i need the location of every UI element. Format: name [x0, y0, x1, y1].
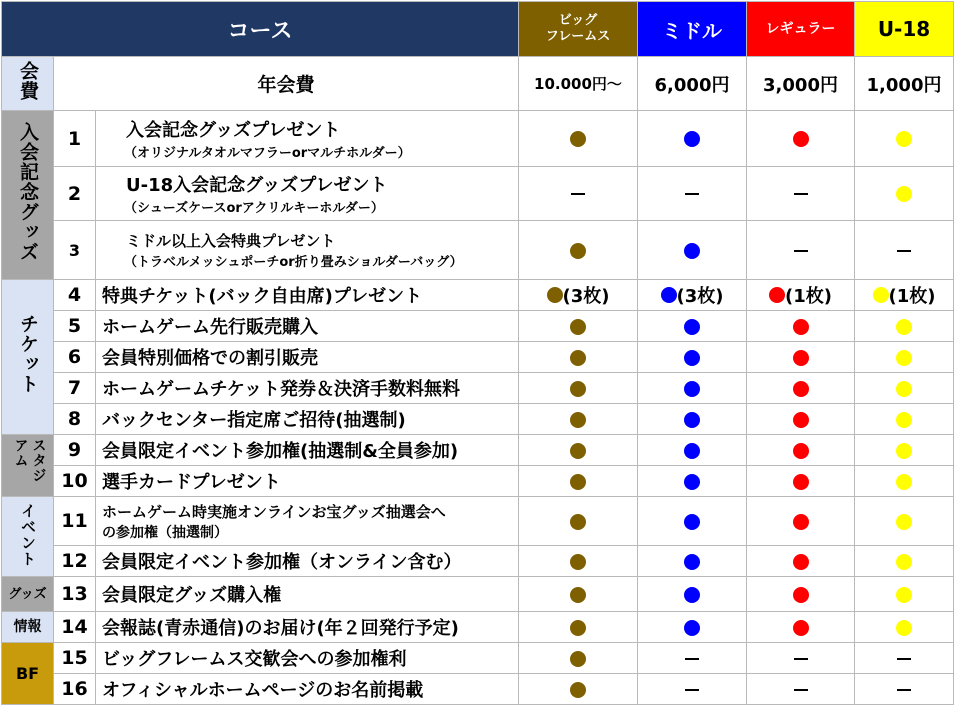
circle-icon: [684, 554, 700, 570]
circle-icon: [896, 381, 912, 397]
benefit-cell: [519, 546, 638, 577]
benefit-number: 12: [54, 546, 96, 577]
table-row: [2, 342, 954, 373]
circle-icon: [896, 443, 912, 459]
plan-header-middle: ミドル: [638, 2, 747, 57]
dash-icon: [685, 689, 699, 691]
benefit-cell: [638, 280, 747, 311]
benefit-label: [96, 373, 519, 404]
category-info: 情報: [2, 612, 54, 643]
benefit-cell: [638, 311, 747, 342]
circle-icon: [896, 131, 912, 147]
benefit-cell: [638, 643, 747, 674]
circle-icon: [793, 514, 809, 530]
circle-icon: [661, 287, 677, 303]
benefit-number: 16: [54, 674, 96, 705]
benefit-number: 8: [54, 404, 96, 435]
benefit-cell: [638, 221, 747, 280]
circle-icon: [793, 350, 809, 366]
table-row: [2, 674, 954, 705]
benefit-number: 9: [54, 435, 96, 466]
benefit-cell: [855, 435, 954, 466]
benefit-cell: [747, 577, 855, 612]
dash-icon: [897, 689, 911, 691]
circle-icon: [793, 443, 809, 459]
plan-header-regular: レギュラー: [747, 2, 855, 57]
benefit-label: [96, 466, 519, 497]
circle-icon: [684, 319, 700, 335]
benefit-number: 15: [54, 643, 96, 674]
benefit-cell: [855, 612, 954, 643]
benefit-number: 4: [54, 280, 96, 311]
fee-value: 3,000円: [747, 57, 855, 111]
benefit-label-main: ホームゲーム先行販売購入: [102, 317, 318, 338]
benefit-label-main: 選手カードプレゼント: [102, 472, 281, 493]
benefit-number: 13: [54, 577, 96, 612]
benefit-cell: [855, 342, 954, 373]
fee-row: [2, 57, 954, 111]
benefit-label: [96, 577, 519, 612]
circle-icon: [793, 319, 809, 335]
benefit-label-main: ホームゲーム時実施オンラインお宝グッズ抽選会へ: [102, 502, 446, 521]
benefit-cell: [638, 674, 747, 705]
benefit-label-main: 会員特別価格での割引販売: [102, 348, 318, 369]
table-row: [2, 546, 954, 577]
ticket-count: (3枚): [562, 286, 610, 307]
benefit-label-main: ビッグフレームス交歓会への参加権利: [102, 649, 407, 670]
benefit-cell: [747, 311, 855, 342]
table-row: [2, 435, 954, 466]
benefit-cell: [519, 221, 638, 280]
benefit-label-main: U-18入会記念グッズプレゼント: [126, 175, 388, 196]
benefit-cell: [747, 111, 855, 167]
plan-header-big-flames-line2: フレームス: [545, 29, 611, 44]
plan-header-u18: U-18: [855, 2, 954, 57]
benefit-cell: [638, 577, 747, 612]
benefit-cell: [747, 221, 855, 280]
benefit-label-main: ホームゲームチケット発券＆決済手数料無料: [102, 379, 461, 400]
dash-icon: [897, 658, 911, 660]
benefit-label: [96, 280, 519, 311]
table-row: [2, 373, 954, 404]
circle-icon: [896, 587, 912, 603]
circle-icon: [684, 443, 700, 459]
circle-icon: [684, 381, 700, 397]
circle-icon: [570, 554, 586, 570]
circle-icon: [793, 620, 809, 636]
benefit-label: [96, 674, 519, 705]
category-ticket: チケット: [2, 280, 54, 435]
plan-header-big-flames-line1: ビッグ: [558, 13, 598, 28]
table-row: [2, 577, 954, 612]
benefit-cell: [747, 466, 855, 497]
dash-icon: [571, 193, 585, 195]
circle-icon: [570, 620, 586, 636]
benefit-cell: [747, 280, 855, 311]
benefit-label: [96, 221, 519, 280]
circle-icon: [547, 287, 563, 303]
benefit-label-sub: （オリジナルタオルマフラーorマルチホルダー）: [124, 146, 411, 161]
benefit-label-main: 特典チケット(バック自由席)プレゼント: [102, 286, 423, 307]
plan-header-big-flames: [519, 2, 638, 57]
benefit-number: 5: [54, 311, 96, 342]
circle-icon: [793, 131, 809, 147]
circle-icon: [793, 474, 809, 490]
benefit-label: [96, 404, 519, 435]
category-stadium: スタジ アム: [2, 435, 54, 497]
circle-icon: [873, 287, 889, 303]
circle-icon: [684, 412, 700, 428]
ticket-count: (1枚): [888, 286, 936, 307]
membership-benefits-table: [1, 1, 954, 705]
circle-icon: [570, 412, 586, 428]
circle-icon: [896, 319, 912, 335]
circle-icon: [570, 682, 586, 698]
circle-icon: [769, 287, 785, 303]
circle-icon: [570, 443, 586, 459]
header-row: [2, 2, 954, 57]
benefit-cell: [855, 577, 954, 612]
table-row: [2, 643, 954, 674]
benefit-cell: [638, 111, 747, 167]
circle-icon: [570, 319, 586, 335]
dash-icon: [794, 658, 808, 660]
benefit-cell: [638, 497, 747, 546]
circle-icon: [684, 474, 700, 490]
fee-label: 年会費: [54, 57, 519, 111]
circle-icon: [793, 587, 809, 603]
benefit-cell: [747, 373, 855, 404]
circle-icon: [896, 620, 912, 636]
circle-icon: [896, 554, 912, 570]
benefit-cell: [855, 497, 954, 546]
benefit-cell: [519, 167, 638, 221]
benefit-cell: [855, 111, 954, 167]
table-row: [2, 221, 954, 280]
benefit-label-main: オフィシャルホームページのお名前掲載: [102, 680, 424, 701]
category-fee: 会費: [2, 57, 54, 111]
benefit-label-main: 会報誌(青赤通信)のお届け(年２回発行予定): [102, 618, 459, 639]
benefit-cell: [747, 546, 855, 577]
fee-value: 1,000円: [855, 57, 954, 111]
course-header: コース: [2, 2, 519, 57]
circle-icon: [684, 620, 700, 636]
benefit-label-sub: の参加権（抽選制）: [102, 524, 228, 541]
circle-icon: [570, 243, 586, 259]
table-row: [2, 111, 954, 167]
circle-icon: [896, 186, 912, 202]
benefit-label: [96, 612, 519, 643]
table-row: [2, 404, 954, 435]
table-row: [2, 167, 954, 221]
circle-icon: [684, 350, 700, 366]
benefit-cell: [519, 612, 638, 643]
benefit-number: 7: [54, 373, 96, 404]
benefit-cell: [519, 404, 638, 435]
circle-icon: [570, 651, 586, 667]
category-event: イベント: [2, 497, 54, 577]
benefit-cell: [747, 674, 855, 705]
benefit-cell: [855, 311, 954, 342]
benefit-label: [96, 643, 519, 674]
benefit-label: [96, 111, 519, 167]
benefit-cell: [747, 612, 855, 643]
benefit-cell: [638, 167, 747, 221]
benefit-label-main: ミドル以上入会特典プレゼント: [126, 232, 336, 250]
category-bf: BF: [2, 643, 54, 705]
benefit-cell: [747, 167, 855, 221]
benefit-number: 3: [54, 221, 96, 280]
benefit-cell: [519, 466, 638, 497]
benefit-label-main: 入会記念グッズプレゼント: [126, 120, 341, 141]
circle-icon: [896, 350, 912, 366]
table-row: [2, 612, 954, 643]
benefit-cell: [519, 435, 638, 466]
dash-icon: [897, 250, 911, 252]
circle-icon: [684, 587, 700, 603]
category-goods-kinen: 入会記念グッズ: [2, 111, 54, 280]
benefit-cell: [855, 373, 954, 404]
circle-icon: [570, 514, 586, 530]
table-row: [2, 466, 954, 497]
benefit-cell: [855, 546, 954, 577]
ticket-count: (1枚): [785, 286, 832, 307]
benefit-label: [96, 167, 519, 221]
benefit-number: 11: [54, 497, 96, 546]
ticket-count: (3枚): [676, 286, 724, 307]
benefit-label: [96, 435, 519, 466]
benefit-label: [96, 497, 519, 546]
benefit-cell: [638, 612, 747, 643]
benefit-cell: [855, 167, 954, 221]
benefit-number: 6: [54, 342, 96, 373]
benefit-cell: [638, 373, 747, 404]
benefit-cell: [519, 674, 638, 705]
dash-icon: [794, 193, 808, 195]
benefit-label-main: 会員限定イベント参加権（オンライン含む）: [102, 552, 462, 573]
benefit-label-sub: （トラベルメッシュポーチor折り畳みショルダーバッグ）: [124, 255, 463, 270]
benefit-cell: [747, 404, 855, 435]
benefit-cell: [855, 221, 954, 280]
benefit-number: 14: [54, 612, 96, 643]
benefit-cell: [638, 546, 747, 577]
benefit-cell: [747, 497, 855, 546]
dash-icon: [685, 193, 699, 195]
benefit-cell: [638, 435, 747, 466]
benefit-cell: [519, 497, 638, 546]
circle-icon: [684, 243, 700, 259]
benefit-cell: [638, 342, 747, 373]
benefit-cell: [747, 643, 855, 674]
benefit-cell: [519, 280, 638, 311]
benefit-cell: [855, 280, 954, 311]
benefit-label-main: 会員限定グッズ購入権: [102, 585, 282, 606]
fee-value: 10.000円～: [519, 57, 638, 111]
benefit-cell: [519, 643, 638, 674]
circle-icon: [570, 350, 586, 366]
benefit-number: 1: [54, 111, 96, 167]
benefit-cell: [747, 435, 855, 466]
benefit-cell: [638, 404, 747, 435]
benefit-cell: [519, 577, 638, 612]
dash-icon: [794, 250, 808, 252]
fee-value: 6,000円: [638, 57, 747, 111]
benefit-label: [96, 546, 519, 577]
dash-icon: [685, 658, 699, 660]
table-row: [2, 311, 954, 342]
dash-icon: [794, 689, 808, 691]
benefit-cell: [855, 466, 954, 497]
circle-icon: [570, 381, 586, 397]
benefit-cell: [519, 311, 638, 342]
benefit-cell: [519, 111, 638, 167]
circle-icon: [896, 412, 912, 428]
benefit-label-sub: （シューズケースorアクリルキーホルダー）: [124, 201, 384, 216]
benefit-cell: [855, 404, 954, 435]
benefit-label: [96, 311, 519, 342]
circle-icon: [793, 412, 809, 428]
benefit-cell: [519, 342, 638, 373]
table-row: [2, 280, 954, 311]
circle-icon: [793, 381, 809, 397]
circle-icon: [896, 514, 912, 530]
benefit-cell: [855, 674, 954, 705]
table-row: [2, 497, 954, 546]
benefit-number: 10: [54, 466, 96, 497]
benefit-label-main: バックセンター指定席ご招待(抽選制): [102, 410, 406, 431]
circle-icon: [570, 474, 586, 490]
benefit-number: 2: [54, 167, 96, 221]
benefit-label: [96, 342, 519, 373]
category-goods: グッズ: [2, 577, 54, 612]
circle-icon: [896, 474, 912, 490]
benefit-cell: [747, 342, 855, 373]
benefit-cell: [638, 466, 747, 497]
benefit-label-main: 会員限定イベント参加権(抽選制&全員参加): [102, 441, 459, 462]
benefit-cell: [855, 643, 954, 674]
circle-icon: [570, 131, 586, 147]
circle-icon: [684, 514, 700, 530]
circle-icon: [684, 131, 700, 147]
circle-icon: [570, 587, 586, 603]
benefit-cell: [519, 373, 638, 404]
circle-icon: [793, 554, 809, 570]
